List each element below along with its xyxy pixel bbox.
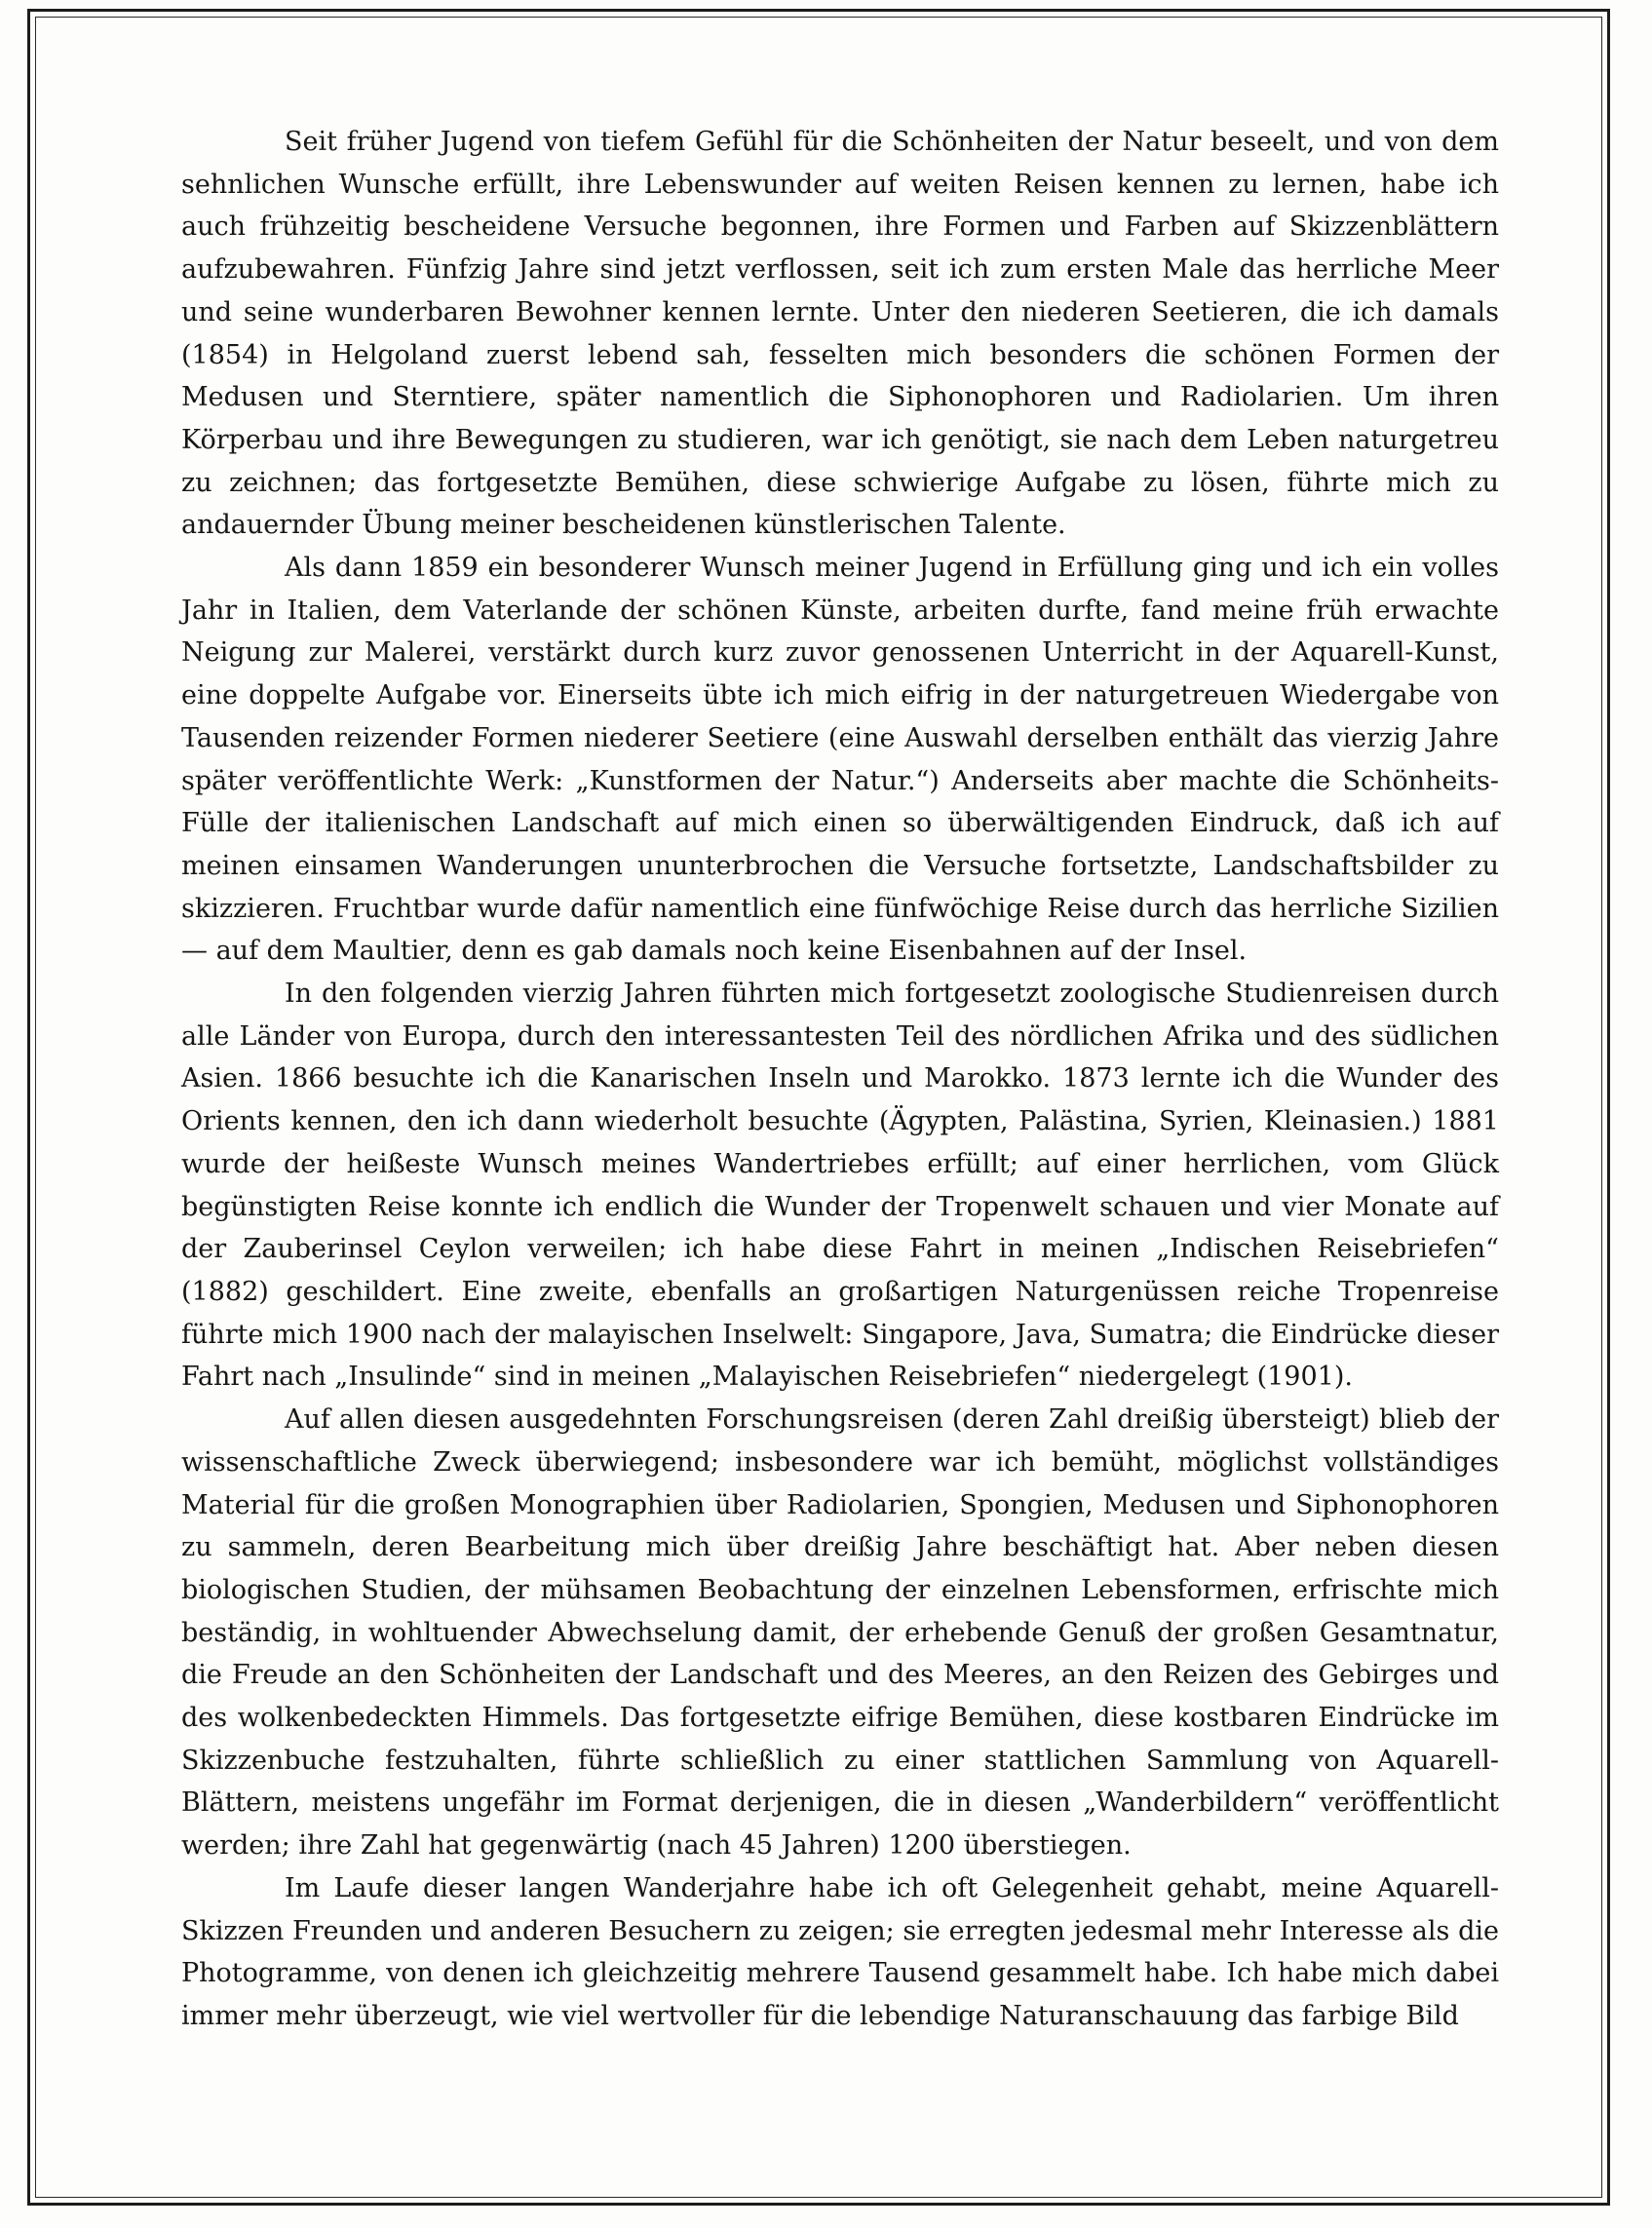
body-text — [181, 121, 1499, 2038]
paragraph: In den folgenden vierzig Jahren führten mich fortgesetzt zoologische Studienreisen durch alle Länder von Europa, durch den interessantesten Teil des nördlichen Afrika und des südlichen Asien. 1866 besuchte ich die Kanarischen Inseln und Marokko. 1873 lernte ich die Wunder des Orients kennen, den ich dann wiederholt besuchte (Ägypten, Palästina, Syrien, Kleinasien.) 1881 wurde der heißeste Wunsch meines Wandertriebes erfüllt; auf einer herrlichen, vom Glück begünstigten Reise konnte ich endlich die Wunder der Tropenwelt schauen und vier Monate auf der Zauberinsel Ceylon verweilen; ich habe diese Fahrt in meinen „Indischen Reisebriefen“ (1882) geschildert. Eine zweite, ebenfalls an großartigen Naturgenüssen reiche Tropenreise führte mich 1900 nach der malayischen Inselwelt: Singapore, Java, Sumatra; die Eindrücke dieser Fahrt nach „Insulinde“ sind in meinen „Malayischen Reisebriefen“ niedergelegt (1901). — [181, 979, 1499, 1393]
paragraph: Im Laufe dieser langen Wanderjahre habe ich oft Gelegenheit gehabt, meine Aquarell-Skizzen Freunden und anderen Besuchern zu zeigen; sie erregten jedesmal mehr Interesse als die Photogramme, von denen ich gleichzeitig mehrere Tausend gesammelt habe. Ich habe mich dabei immer mehr überzeugt, wie viel wertvoller für die lebendige Naturanschauung das farbige Bild — [181, 1872, 1499, 2031]
paragraph: Als dann 1859 ein besonderer Wunsch meiner Jugend in Erfüllung ging und ich ein volles Jahr in Italien, dem Vaterlande der schönen Künste, arbeiten durfte, fand meine früh erwachte Neigung zur Malerei, verstärkt durch kurz zuvor genossenen Unterricht in der Aquarell-Kunst, eine doppelte Aufgabe vor. Einerseits übte ich mich eifrig in der naturgetreuen Wiedergabe von Tausenden reizender Formen niederer Seetiere (eine Auswahl derselben enthält das vierzig Jahre später veröffentlichte Werk: „Kunstformen der Natur.“) Anderseits aber machte die Schönheits-Fülle der italienischen Landschaft auf mich einen so überwältigenden Eindruck, daß ich auf meinen einsamen Wanderungen ununterbrochen die Versuche fortsetzte, Landschaftsbilder zu skizzieren. Fruchtbar wurde dafür namentlich eine fünfwöchige Reise durch das herrliche Sizilien — auf dem Maultier, denn es gab damals noch keine Eisenbahnen auf der Insel. — [181, 553, 1499, 967]
paragraph: Seit früher Jugend von tiefem Gefühl für die Schönheiten der Natur beseelt, und von dem sehnlichen Wunsche erfüllt, ihre Lebenswunder auf weiten Reisen kennen zu lernen, habe ich auch frühzeitig bescheidene Versuche begonnen, ihre Formen und Farben auf Skizzenblättern aufzubewahren. Fünfzig Jahre sind jetzt verflossen, seit ich zum ersten Male das herrliche Meer und seine wunderbaren Bewohner kennen lernte. Unter den niederen Seetieren, die ich damals (1854) in Helgoland zuerst lebend sah, fesselten mich besonders die schönen Formen der Medusen und Sterntiere, später namentlich die Siphonophoren und Radiolarien. Um ihren Körperbau und ihre Bewegungen zu studieren, war ich genötigt, sie nach dem Leben naturgetreu zu zeichnen; das fortgesetzte Bemühen, diese schwierige Aufgabe zu lösen, führte mich zu andauernder Übung meiner bescheidenen künstlerischen Talente. — [181, 127, 1499, 541]
paragraph: Auf allen diesen ausgedehnten Forschungsreisen (deren Zahl dreißig übersteigt) blieb der wissenschaftliche Zweck überwiegend; insbesondere war ich bemüht, möglichst vollständiges Material für die großen Monographien über Radiolarien, Spongien, Medusen und Siphonophoren zu sammeln, deren Bearbeitung mich über dreißig Jahre beschäftigt hat. Aber neben diesen biologischen Studien, der mühsamen Beobachtung der einzelnen Lebensformen, erfrischte mich beständig, in wohltuender Abwechselung damit, der erhebende Genuß der großen Gesamtnatur, die Freude an den Schönheiten der Landschaft und des Meeres, an den Reizen des Gebirges und des wolkenbedeckten Himmels. Das fortgesetzte eifrige Bemühen, diese kostbaren Eindrücke im Skizzenbuche festzuhalten, führte schließlich zu einer stattlichen Sammlung von Aquarell-Blättern, meistens ungefähr im Format derjenigen, die in diesen „Wanderbildern“ veröffentlicht werden; ihre Zahl hat gegenwärtig (nach 45 Jahren) 1200 überstiegen. — [181, 1404, 1499, 1862]
